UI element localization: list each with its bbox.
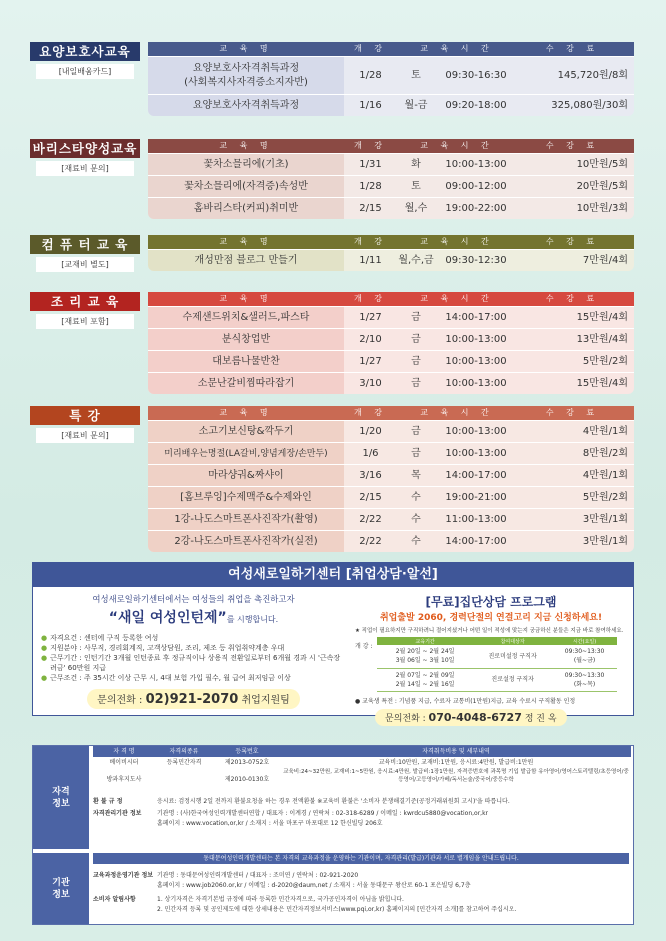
- time: 09:30-16:30: [445, 70, 507, 81]
- phone-box: [87, 689, 300, 709]
- target: 진로미설정 구직자: [473, 645, 552, 668]
- start-date: 3/16: [359, 470, 382, 481]
- start-date: 1/27: [359, 312, 382, 323]
- refund-text: 응시료: 검정시행 2일 전까지 환불요청을 하는 경우 전액환불 ※교육비 환불은 '소비자 분쟁해결기준(공정거래위원회 고시)'을 따릅니다.: [157, 798, 510, 805]
- manager-line: [93, 808, 629, 817]
- course-name: 소문난갈비찜따라잡기: [148, 373, 344, 394]
- operator-line-2: 홈페이지 : www.job2060.or,kr / 이메일 : d-2020@daum,net / 소재지 : 서울 동대문구 왕산로 60-1 포은빌딩 6,7층: [157, 882, 471, 889]
- col-fee: 수 강 료: [545, 408, 600, 417]
- time: 10:00-13:00: [445, 159, 507, 170]
- time: 10:00-13:00: [445, 448, 507, 459]
- sched-head: 참여대상자: [473, 637, 552, 645]
- course-table: [148, 292, 634, 394]
- q-name: 방과후지도사: [106, 776, 142, 783]
- period: 2월 20일 ~ 2월 24일 3월 06일 ~ 3월 10일: [377, 645, 473, 668]
- fee: 13만원/4회: [576, 334, 628, 345]
- time: 09:30~13:30 (화~목): [552, 668, 617, 691]
- refund-key: 환 불 규 정: [93, 798, 123, 805]
- q-detail: 교육비:10만원, 교재비:1만원, 응시료:4만원, 발급비:1만원: [378, 759, 534, 766]
- center-title: 여성새로일하기센터 [취업상담·알선]: [33, 563, 633, 587]
- time: 09:30~13:30 (월~금): [552, 645, 617, 668]
- day: 목: [411, 470, 421, 481]
- table-row: [148, 508, 634, 530]
- contact-name: 정 진 옥: [524, 713, 557, 724]
- group-counseling: [355, 593, 627, 726]
- start-date: 2/10: [359, 334, 382, 345]
- section-subtitle: [내일배움카드]: [36, 64, 134, 79]
- manager-text: 기관명 : (사)한국여성인력개발센터연합 / 대표자 : 이계경 / 연락처 : 02-318-6289 / 이메일 : kwrdcu5880@vocation,or,kr: [157, 810, 489, 817]
- list-item: ● 지원분야 : 사무직, 경리회계직, 고객상담원, 조리, 제조 등 취업취약계층 우대: [41, 644, 285, 652]
- section-title: 조 리 교 육: [30, 292, 140, 311]
- time: 19:00-22:00: [445, 203, 507, 214]
- start-date: 2/22: [359, 514, 382, 525]
- day: 토: [411, 70, 421, 81]
- col-fee: 수 강 료: [545, 44, 600, 53]
- table-row: [148, 464, 634, 486]
- time: 19:00-21:00: [445, 492, 507, 503]
- intro-text: 여성새로일하기센터에서는 여성들의 취업을 촉진하고자: [92, 594, 295, 604]
- start-date: 2/15: [359, 492, 382, 503]
- day: 금: [411, 356, 421, 367]
- table-row: [148, 249, 634, 271]
- q-head: 자격취득비용 및 세부내역: [422, 748, 490, 755]
- col-start: 개 강: [354, 294, 387, 303]
- section-title: 특 강: [30, 406, 140, 425]
- operator-line: [93, 870, 629, 879]
- q-kind: 등록민간자격: [166, 759, 202, 766]
- start-date: 1/28: [359, 70, 382, 81]
- table-row: [148, 328, 634, 350]
- time: 09:20-18:00: [445, 100, 507, 111]
- fee: 4만원/1회: [582, 470, 628, 481]
- col-fee: 수 강 료: [545, 141, 600, 150]
- item-text: 근무기간 : 인턴기간 3개월 인턴종료 후 정규직이나 상용직 전환일로부터 6개월 경과 시 '근속장려금' 60만원 지급: [50, 654, 341, 672]
- phone-number[interactable]: 02)921-2070: [145, 692, 239, 707]
- phone-box: [375, 709, 567, 726]
- q-detail: 교육비:24~32만원, 교재비:1~5만원, 응시료:4만원, 발급비:1장1만원, 자격증번호에 과목명 기입 발급함 유아영어/영어스토리텔링/초등영어/중등영어/고등영어/가베/독서논술/중국어/중등수학: [283, 769, 629, 783]
- time: 10:00-13:00: [445, 356, 507, 367]
- col-course: 교 육 명: [219, 141, 273, 150]
- col-course: 교 육 명: [219, 44, 273, 53]
- schedule-label: 개 강 :: [355, 643, 373, 650]
- qual-label: 자격 정보: [33, 746, 89, 849]
- day: 월,수,금: [398, 255, 434, 266]
- q-head: 자격의종류: [169, 748, 199, 755]
- section-subtitle: [교재비 별도]: [36, 257, 134, 272]
- fee: 20만원/5회: [576, 181, 628, 192]
- day: 수: [411, 492, 421, 503]
- time: 11:00-13:00: [445, 514, 507, 525]
- section-subtitle: [재료비 문의]: [36, 161, 134, 176]
- course-name: 개성만점 블로그 만들기: [148, 250, 344, 271]
- table-row: [148, 94, 634, 116]
- manager-key: 자격관리기관 정보: [93, 810, 142, 817]
- course-name: 대보름나물반찬: [148, 351, 344, 372]
- table-row: [377, 668, 617, 691]
- time: 14:00-17:00: [445, 470, 507, 481]
- day: 수: [411, 536, 421, 547]
- fee: 15만원/4회: [576, 312, 628, 323]
- table-row: [148, 175, 634, 197]
- col-schedule: 교 육 시 간: [420, 141, 494, 150]
- day: 토: [411, 181, 421, 192]
- day: 금: [411, 448, 421, 459]
- course-name: 2강-나도스마트폰사진작가(실전): [148, 531, 344, 552]
- conditions-list: [41, 633, 346, 683]
- col-schedule: 교 육 시 간: [420, 408, 494, 417]
- start-date: 1/11: [359, 255, 382, 266]
- col-course: 교 육 명: [219, 237, 273, 246]
- operator-text: 기관명 : 동대문여성인력개발센터 / 대표자 : 조미연 / 연락처 : 02-921-2020: [157, 872, 359, 879]
- target: 진로설정 구직자: [473, 668, 552, 691]
- consumer-line: [93, 894, 629, 903]
- course-name: 꽃차소믈리에(자격증)속성반: [148, 176, 344, 197]
- fee: 10만원/3회: [576, 203, 628, 214]
- fee: 4만원/1회: [582, 426, 628, 437]
- institution-notice: 동대문여성인력개발센터는 본 자격의 교육과정을 운영하는 기관이며, 자격관리(발급)기관과 서로 별개임을 안내드립니다.: [93, 853, 629, 864]
- start-date: 2/15: [359, 203, 382, 214]
- table-row: [93, 757, 631, 768]
- list-item: ● 근무조건 : 주 35시간 이상 근무 시, 4대 보험 가입 필수, 월 급여 최저임금 이상: [41, 674, 291, 682]
- section-title: 바리스타양성교육: [30, 139, 140, 158]
- col-fee: 수 강 료: [545, 294, 600, 303]
- table-row: [148, 350, 634, 372]
- col-course: 교 육 명: [219, 294, 273, 303]
- info-box: [32, 745, 634, 925]
- col-course: 교 육 명: [219, 408, 273, 417]
- course-name: 소고기보신탕&깍두기: [148, 421, 344, 442]
- day: 금: [411, 426, 421, 437]
- start-date: 1/6: [362, 448, 379, 459]
- course-name: 1강-나도스마트폰사진작가(촬영): [148, 509, 344, 530]
- time: 14:00-17:00: [445, 536, 507, 547]
- course-name: 마라샹궈&짜샤이: [148, 465, 344, 486]
- table-row: [148, 372, 634, 394]
- slogan-tail: 를 시행합니다.: [226, 615, 279, 624]
- intern-program: [41, 593, 346, 709]
- phone-label: 문의전화 :: [97, 695, 143, 706]
- benefits: ● 교육생 특전 : 기념품 지급, 수료자 교통비(1만원)지급, 교육 수료시 구직활동 인정: [355, 697, 576, 705]
- sched-head: 교육기간: [377, 637, 473, 645]
- course-table: [148, 235, 634, 271]
- table-row: [377, 645, 617, 668]
- q-head: 자 격 명: [113, 748, 135, 755]
- inst-label: 기관 정보: [33, 853, 89, 924]
- time: 14:00-17:00: [445, 312, 507, 323]
- slogan: [41, 607, 346, 627]
- employment-center-box: [32, 562, 634, 724]
- operator-key: 교육과정운영기관 정보: [93, 872, 154, 879]
- course-name: [홈브루잉]수제맥주&수제와인: [148, 487, 344, 508]
- manager-line-2: 홈페이지 : www.vocation,or,kr / 소재지 : 서울 마포구 마포대로 12 한신빌딩 206호: [157, 820, 383, 827]
- q-head: 등록번호: [235, 748, 259, 755]
- list-item: ● 자격요건 : 센터에 구직 등록한 여성: [41, 634, 159, 642]
- day: 월,수: [404, 203, 428, 214]
- course-table: [148, 42, 634, 116]
- start-date: 3/10: [359, 378, 382, 389]
- course-table: [148, 139, 634, 219]
- course-name: 분식창업반: [148, 329, 344, 350]
- q-name: 베이비시터: [109, 759, 139, 766]
- course-name: 홈바리스타(커피)취미반: [148, 198, 344, 219]
- time: 10:00-13:00: [445, 378, 507, 389]
- table-row: [148, 56, 634, 94]
- course-table: [148, 406, 634, 552]
- section-subtitle: [재료비 포함]: [36, 314, 134, 329]
- table-row: [148, 153, 634, 175]
- course-name: 요양보호사자격취득과정 (사회복지사자격증소지자반): [148, 57, 344, 94]
- col-start: 개 강: [354, 237, 387, 246]
- time: 09:00-12:00: [445, 181, 507, 192]
- course-name: 꽃차소믈리에(기초): [148, 154, 344, 175]
- col-schedule: 교 육 시 간: [420, 294, 494, 303]
- day: 금: [411, 378, 421, 389]
- table-row: [148, 197, 634, 219]
- consumer-text: 1. 상기자격은 자격기본법 규정에 따라 등록한 민간자격으로, 국가공인자격이 아님을 밝힙니다.: [157, 896, 404, 903]
- start-date: 1/16: [359, 100, 382, 111]
- program-subtitle: 취업출발 2060, 경력단절의 연결고리 지금 신청하세요!: [379, 613, 603, 623]
- col-start: 개 강: [354, 44, 387, 53]
- day: 화: [411, 159, 421, 170]
- program-title: [무료]집단상담 프로그램: [425, 595, 557, 609]
- sched-head: 시간(요일): [552, 637, 617, 645]
- period: 2월 07일 ~ 2월 09일 2월 14일 ~ 2월 16일: [377, 668, 473, 691]
- course-name: 미리배우는명절(LA갈비,양념게장/손만두): [148, 443, 344, 464]
- list-item: ● 근무기간 : 인턴기간 3개월 인턴종료 후 정규직이나 상용직 전환일로부터 6개월 경과 시 '근속장려금' 60만원 지급: [41, 653, 346, 673]
- day: 수: [411, 514, 421, 525]
- phone-team: 취업지원팀: [241, 695, 290, 706]
- fee: 8만원/2회: [582, 448, 628, 459]
- col-start: 개 강: [354, 141, 387, 150]
- col-schedule: 교 육 시 간: [420, 44, 494, 53]
- course-name: 수제샌드위치&샐러드,파스타: [148, 307, 344, 328]
- table-row: [148, 442, 634, 464]
- fee: 145,720원/8회: [557, 70, 628, 81]
- day: 금: [411, 312, 421, 323]
- fee: 10만원/5회: [576, 159, 628, 170]
- start-date: 1/27: [359, 356, 382, 367]
- program-note: ★ 직업이 필요하지만 구직하려니 절어지셨거나 어떤 일이 적성에 맞는지 궁금하신 분들은 지금 바로 참여하세요.: [355, 628, 624, 634]
- table-row: [148, 420, 634, 442]
- fee: 3만원/1회: [582, 514, 628, 525]
- fee: 3만원/1회: [582, 536, 628, 547]
- course-name: 요양보호사자격취득과정: [148, 95, 344, 116]
- table-row: [148, 530, 634, 552]
- slogan-text: “새일 여성인턴제”: [108, 610, 227, 626]
- start-date: 1/20: [359, 426, 382, 437]
- fee: 325,080원/30회: [551, 100, 628, 111]
- start-date: 1/31: [359, 159, 382, 170]
- item-text: 지원분야 : 사무직, 경리회계직, 고객상담원, 조리, 제조 등 취업취약계층 우대: [50, 644, 285, 652]
- fee: 15만원/4회: [576, 378, 628, 389]
- start-date: 2/22: [359, 536, 382, 547]
- schedule-table: [355, 637, 627, 692]
- refund-line: [93, 796, 629, 805]
- phone-label: 문의전화 :: [385, 713, 426, 724]
- consumer-line-2: 2. 민간자격 등록 및 공인제도에 대한 상세내용은 민간자격정보서비스(www.pqi,or,kr) 홈페이지의 [민간자격 소개]를 참고하여 주십시오.: [157, 906, 517, 913]
- fee: 5만원/2회: [582, 356, 628, 367]
- table-row: [148, 486, 634, 508]
- fee: 5만원/2회: [582, 492, 628, 503]
- item-text: 근무조건 : 주 35시간 이상 근무 시, 4대 보험 가입 필수, 월 급여 최저임금 이상: [50, 674, 291, 682]
- section-title: 컴 퓨 터 교 육: [30, 235, 140, 254]
- item-text: 자격요건 : 센터에 구직 등록한 여성: [50, 634, 159, 642]
- q-no: 제2013-0752호: [224, 759, 270, 766]
- start-date: 1/28: [359, 181, 382, 192]
- qualification-table: [93, 746, 631, 792]
- section-title: 요양보호사교육: [30, 42, 140, 61]
- table-row: [148, 306, 634, 328]
- time: 10:00-13:00: [445, 426, 507, 437]
- col-fee: 수 강 료: [545, 237, 600, 246]
- day: 월-금: [404, 100, 428, 111]
- table-row: [93, 768, 631, 792]
- phone-number[interactable]: 070-4048-6727: [428, 710, 522, 724]
- fee: 7만원/4회: [582, 255, 628, 266]
- consumer-key: 소비자 알림사항: [93, 896, 136, 903]
- q-no: 제2010-0130호: [224, 776, 270, 783]
- time: 09:30-12:30: [445, 255, 507, 266]
- day: 금: [411, 334, 421, 345]
- col-start: 개 강: [354, 408, 387, 417]
- col-schedule: 교 육 시 간: [420, 237, 494, 246]
- time: 10:00-13:00: [445, 334, 507, 345]
- section-subtitle: [재료비 문의]: [36, 428, 134, 443]
